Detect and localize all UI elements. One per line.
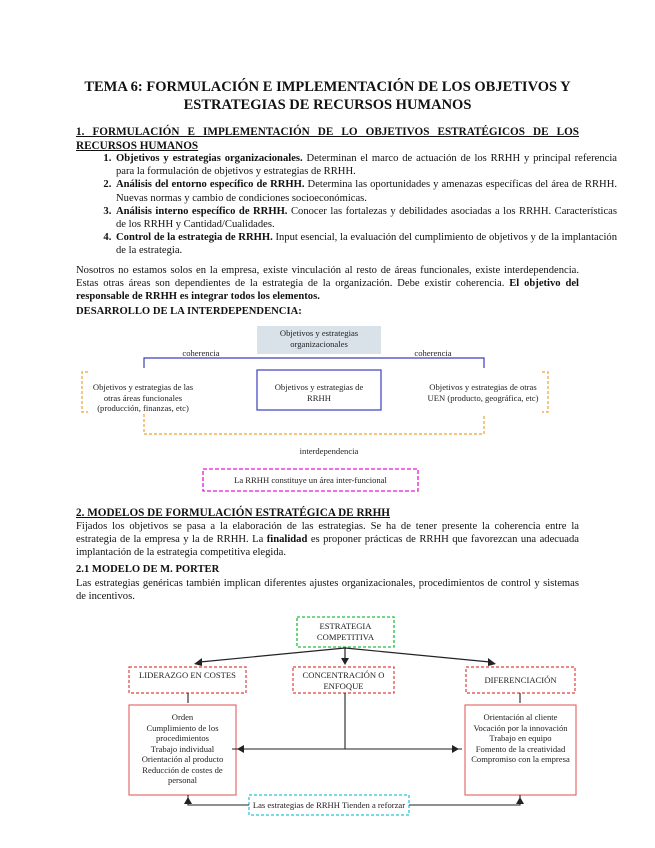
list-item: Fomento de la creatividad: [475, 743, 566, 754]
differentiation-list: [467, 712, 574, 765]
list-item: Orientación al cliente: [483, 712, 558, 722]
coherence-label-right: coherencia: [414, 348, 452, 358]
porter-paragraph: Las estrategias genéricas también implican diferentes ajustes organizacionales, procedimientos de control y sistemas de incentivos.: [76, 578, 579, 603]
list-item: Compromiso con la empresa: [471, 754, 570, 764]
differentiation-box: DIFERENCIACIÓN: [484, 675, 557, 685]
coherence-label-left: coherencia: [182, 348, 220, 358]
competitive-strategy-box: ESTRATEGIA COMPETITIVA: [316, 621, 375, 642]
interdependence-subheading: DESARROLLO DE LA INTERDEPENDENCIA:: [76, 306, 302, 317]
list-item: 1. Objetivos y estrategias organizacionales. Determinan el marco de actuación de los RRHH y principal referencia para la formulación de objetivos y estrategias de RRHH.: [114, 152, 617, 178]
list-item: Cumplimiento de los procedimientos: [146, 722, 219, 743]
functional-areas-box: Objetivos y estrategias de las otras áreas funcionales (producción, finanzas, etc): [92, 382, 194, 413]
list-item: Reducción de costes de personal: [142, 764, 223, 785]
list-item: Trabajo en equipo: [489, 733, 552, 743]
interdependence-label: interdependencia: [299, 446, 359, 456]
hr-objectives-box: Objetivos y estrategias de RRHH: [274, 382, 364, 403]
porter-subheading: 2.1 MODELO DE M. PORTER: [76, 564, 220, 575]
section-2-heading: 2. MODELOS DE FORMULACIÓN ESTRATÉGICA DE RRHH: [76, 507, 391, 519]
list-item: Vocación por la innovación: [473, 722, 568, 733]
hr-note-box: La RRHH constituye un área inter-funcional: [234, 475, 387, 485]
focus-box: CONCENTRACIÓN O ENFOQUE: [302, 670, 385, 691]
list-item: 2. Análisis del entorno específico de RRHH. Determina las oportunidades y amenazas específicas del área de RRHH. Nuevas normas y cambio de condiciones socioeconómicas.: [114, 178, 617, 204]
list-item: Orden: [171, 712, 194, 722]
cost-leadership-list: [131, 712, 234, 786]
org-objectives-box: Objetivos y estrategias organizacionales: [257, 326, 381, 354]
section-2-paragraph: Fijados los objetivos se pasa a la elaboración de las estrategias. Se ha de tener presente la coherencia entre la estrategia de la empresa y la de RRHH. La finalidad es proponer prácticas de RRHH que favorezcan una adecuada implantación de la estrategia competitiva elegida.: [76, 521, 579, 559]
interdependence-paragraph: Nosotros no estamos solos en la empresa, existe vinculación al resto de áreas funcionales, existe interdependencia. Estas otras áreas son dependientes de la estrategia de la organización. Debe existir coherencia. El objetivo del responsable de RRHH es integrar todos los elementos.: [76, 265, 580, 303]
page-title: TEMA 6: FORMULACIÓN E IMPLEMENTACIÓN DE LOS OBJETIVOS Y ESTRATEGIAS DE RECURSOS HUMANOS: [84, 79, 571, 113]
uen-objectives-box: Objetivos y estrategias de otras UEN (producto, geográfica, etc): [427, 382, 539, 403]
list-item: Trabajo individual: [150, 743, 215, 754]
list-item: Orientación al producto: [141, 754, 224, 764]
list-item: 3. Análisis interno específico de RRHH. Conocer las fortalezas y debilidades asociadas a los RRHH. Características de los RRHH y Cantidad/Cualidades.: [114, 205, 617, 231]
hr-reinforce-box: Las estrategias de RRHH Tienden a reforzar: [252, 800, 406, 810]
list-item: 4. Control de la estrategia de RRHH. Input esencial, la evaluación del cumplimiento de objetivos y de la implantación de la estrategia.: [114, 231, 617, 257]
cost-leadership-box: LIDERAZGO EN COSTES: [139, 670, 236, 680]
section-1-heading: 1. FORMULACIÓN E IMPLEMENTACIÓN DE LO OBJETIVOS ESTRATÉGICOS DE LOS RECURSOS HUMANOS: [76, 126, 579, 152]
